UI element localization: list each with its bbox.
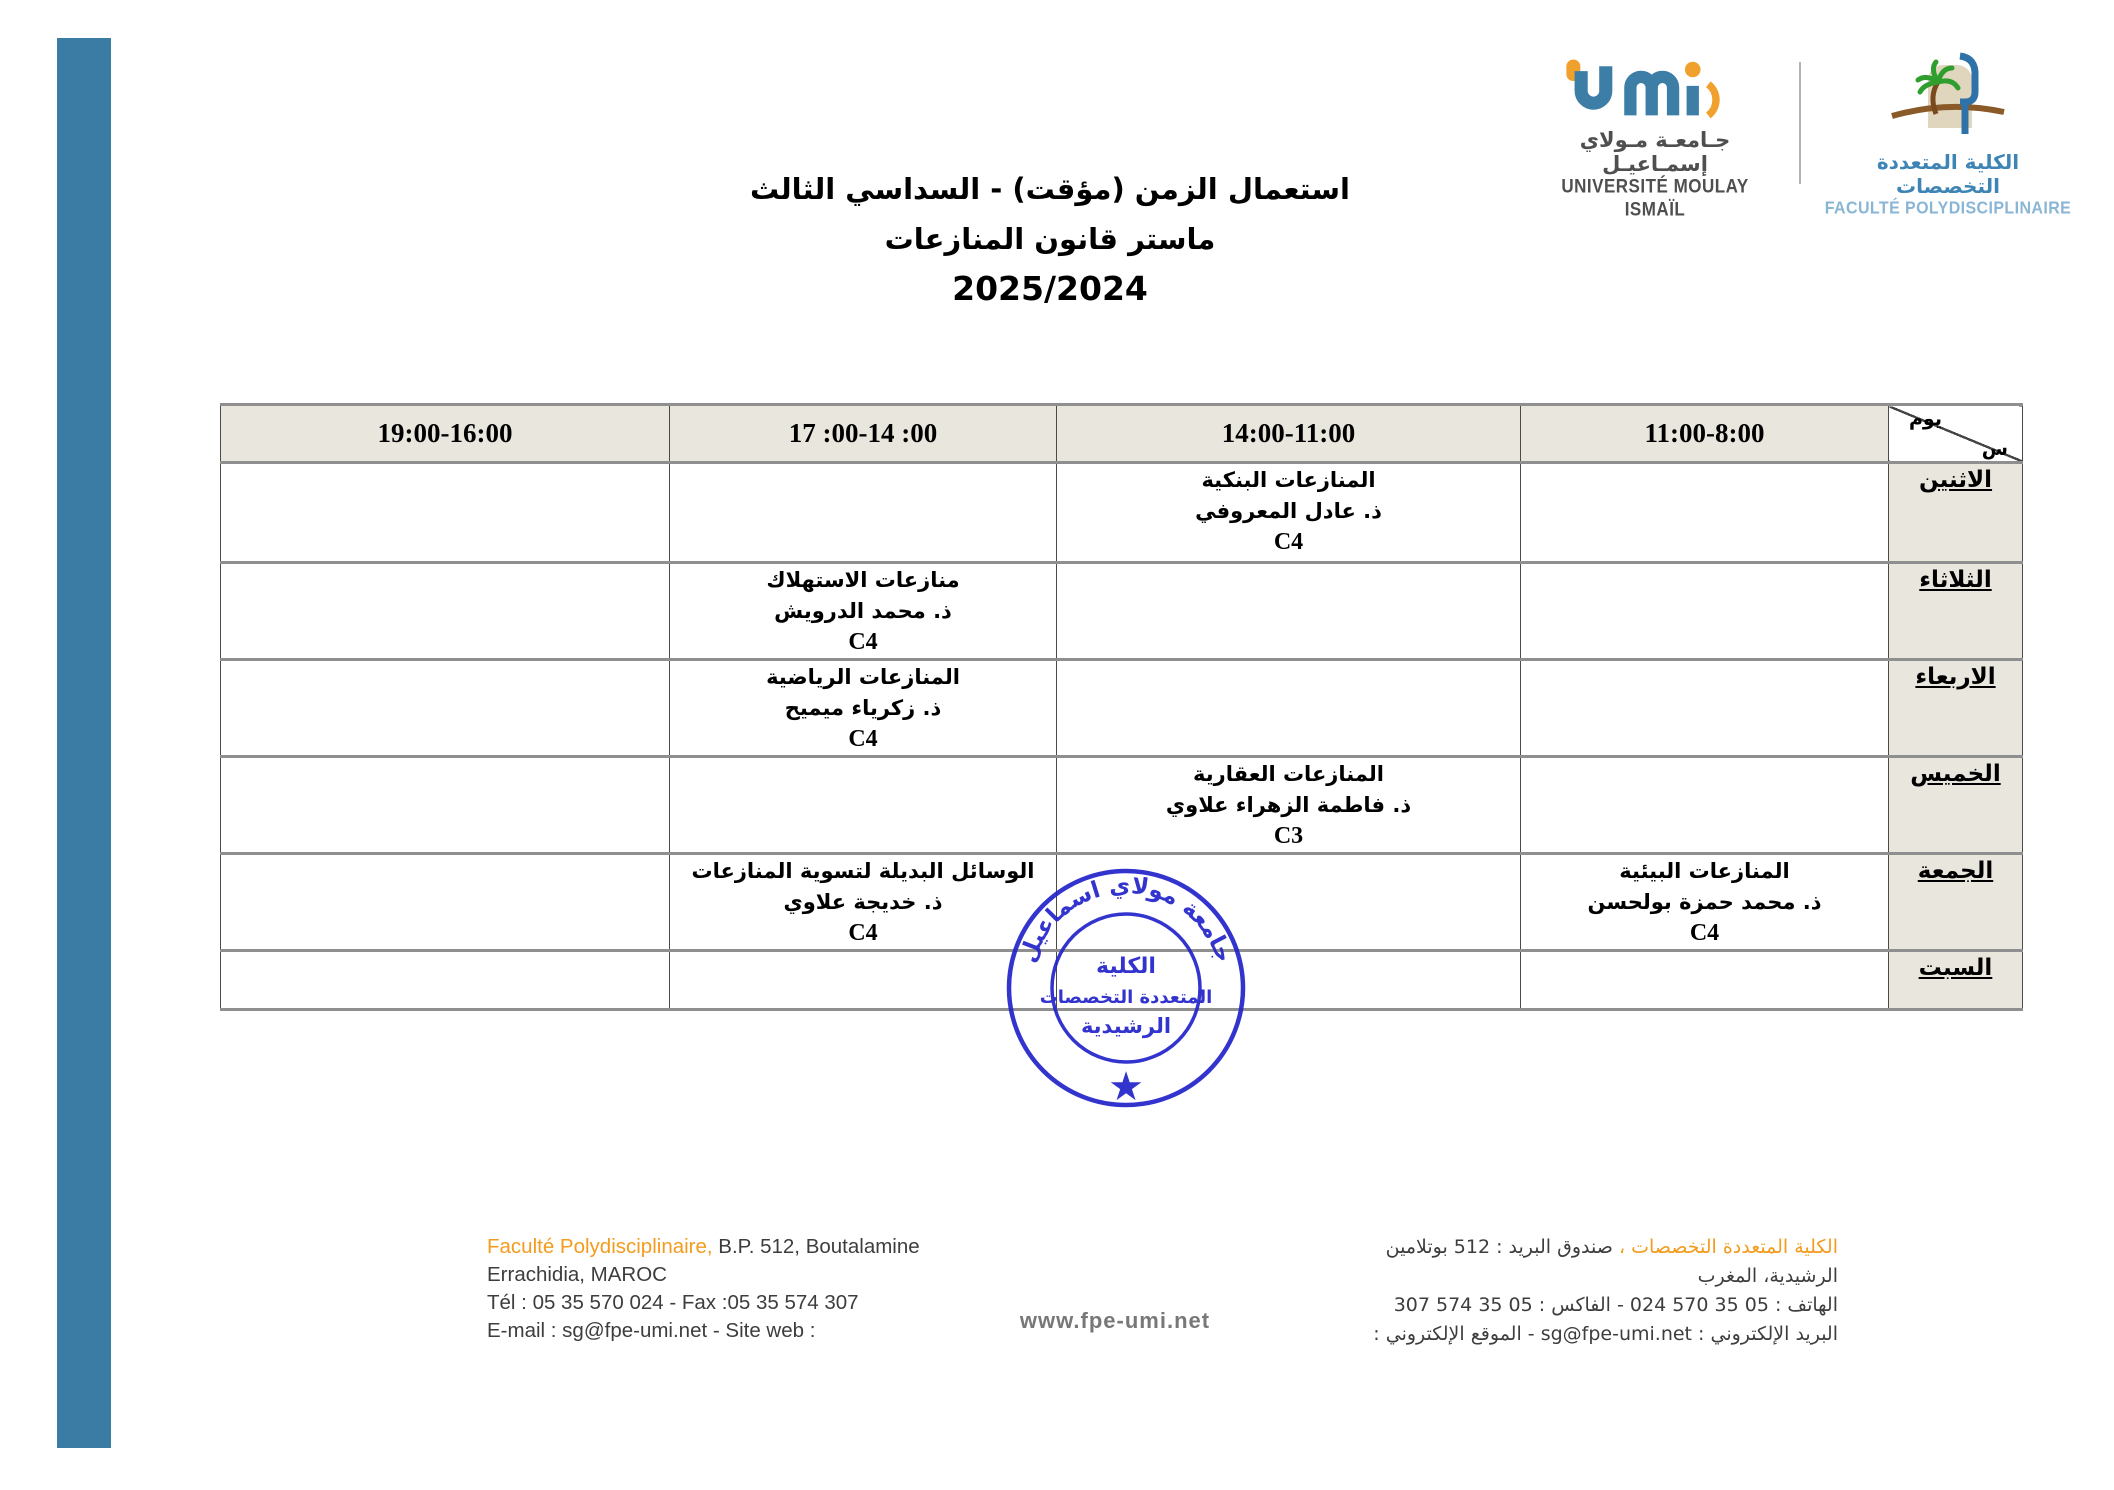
- corner-day-hour-cell: [1889, 405, 2023, 463]
- room-code: C4: [1273, 529, 1304, 555]
- slot-saturday-16-19: [221, 951, 670, 1010]
- teacher-name: ذ. خديجة علاوي: [783, 890, 943, 914]
- slot-thursday-14-17: [670, 757, 1057, 854]
- faculty-logo: [1822, 50, 2074, 218]
- footer-ar-line-4: البريد الإلكتروني : sg@fpe-umi.net - الموقع الإلكتروني :: [1373, 1323, 1838, 1345]
- slot-monday-8-11: [1521, 463, 1889, 563]
- slot-tuesday-14-17: [670, 563, 1057, 660]
- page-title: [640, 163, 1460, 315]
- slot-monday-11-14: [1057, 463, 1521, 563]
- footer-fr-line-1: [487, 1233, 920, 1261]
- stamp-line-2: المتعددة التخصصات: [1039, 987, 1213, 1008]
- course-name: المنازعات البنكية: [1201, 468, 1376, 492]
- slot-wednesday-16-19: [221, 660, 670, 757]
- day-label: الخميس: [1910, 761, 2001, 787]
- slot-monday-14-17: [670, 463, 1057, 563]
- teacher-name: ذ. محمد الدرويش: [774, 599, 952, 623]
- stamp-line-1: الكلية: [1096, 954, 1156, 979]
- corner-day-label: يوم: [1909, 408, 1942, 430]
- faculty-name-fr: Faculté Polydisciplinaire,: [487, 1235, 713, 1258]
- column-header-14-17: [670, 405, 1057, 463]
- slot-friday-16-19: [221, 854, 670, 951]
- course-name: المنازعات الرياضية: [766, 665, 960, 689]
- day-cell-wednesday: [1889, 660, 2023, 757]
- day-label: الاربعاء: [1915, 664, 1996, 690]
- room-code: C4: [848, 629, 878, 655]
- room-code: C3: [1273, 823, 1304, 849]
- time-range-label: 11:00-8:00: [1644, 418, 1765, 448]
- time-range-label: 14:00-11:00: [1221, 418, 1356, 448]
- column-header-11-14: [1057, 405, 1521, 463]
- room-code: C4: [848, 726, 878, 752]
- slot-saturday-11-14: [1057, 951, 1521, 1010]
- day-label: الثلاثاء: [1919, 567, 1992, 593]
- footer-fr-line-4: E-mail : sg@fpe-umi.net - Site web :: [487, 1319, 816, 1342]
- corner-hour-label: س: [1981, 438, 2008, 460]
- teacher-name: ذ. زكرياء ميميح: [784, 696, 942, 720]
- stamp-line-3: الرشيدية: [1080, 1014, 1172, 1038]
- slot-wednesday-11-14: [1057, 660, 1521, 757]
- day-cell-friday: [1889, 854, 2023, 951]
- time-range-label: 17 :00-14 :00: [788, 418, 938, 448]
- slot-saturday-14-17: [670, 951, 1057, 1010]
- column-header-16-19: [221, 405, 670, 463]
- title-line-2: ماستر قانون المنازعات: [884, 222, 1216, 256]
- row-wednesday: [221, 660, 2023, 757]
- faculty-logo-name-arabic: الكلية المتعددة التخصصات: [1876, 150, 2020, 198]
- stamp-ring-text: جامعة مولاي اسماعيل: [1014, 872, 1238, 966]
- slot-wednesday-14-17: [670, 660, 1057, 757]
- slot-thursday-16-19: [221, 757, 670, 854]
- day-cell-thursday: [1889, 757, 2023, 854]
- day-label: الجمعة: [1917, 858, 1994, 884]
- day-cell-saturday: [1889, 951, 2023, 1010]
- slot-wednesday-8-11: [1521, 660, 1889, 757]
- slot-thursday-8-11: [1521, 757, 1889, 854]
- row-tuesday: [221, 563, 2023, 660]
- course-name: منازعات الاستهلاك: [766, 568, 960, 592]
- slot-friday-14-17: [670, 854, 1057, 951]
- umi-logo-name-arabic: جـامعـة مـولاي إسمـاعيـل: [1579, 128, 1731, 176]
- faculty-logo-icon: [1888, 50, 2008, 146]
- title-line-1: استعمال الزمن (مؤقت) - السداسي الثالث: [750, 172, 1350, 206]
- course-name: الوسائل البديلة لتسوية المنازعات: [691, 859, 1035, 883]
- timetable: [220, 403, 2023, 1011]
- logo-divider: [1799, 62, 1801, 184]
- footer-ar-line-3: الهاتف : 05 35 570 024 - الفاكس : 05 35 574 307: [1393, 1294, 1838, 1316]
- teacher-name: ذ. محمد حمزة بولحسن: [1587, 890, 1822, 914]
- room-code: C4: [848, 920, 878, 946]
- row-saturday: [221, 951, 2023, 1010]
- faculty-logo-name-latin: FACULTÉ POLYDISCIPLINAIRE: [1824, 199, 2072, 218]
- day-label: الاثنين: [1918, 467, 1993, 493]
- room-code: C4: [1689, 920, 1720, 946]
- footer-contact-ar: [1373, 1233, 1838, 1349]
- slot-friday-8-11: [1521, 854, 1889, 951]
- footer-contact-fr: [487, 1233, 920, 1345]
- course-name: المنازعات العقارية: [1193, 762, 1384, 786]
- row-thursday: [221, 757, 2023, 854]
- slot-friday-11-14: [1057, 854, 1521, 951]
- footer-fr-line-2: Errachidia, MAROC: [487, 1263, 667, 1286]
- faculty-name-ar: الكلية المتعددة التخصصات ،: [1618, 1236, 1838, 1258]
- row-friday: [221, 854, 2023, 951]
- slot-tuesday-16-19: [221, 563, 670, 660]
- footer-ar-line-1: [1373, 1233, 1838, 1262]
- slot-tuesday-8-11: [1521, 563, 1889, 660]
- column-header-8-11: [1521, 405, 1889, 463]
- umi-logo-name-latin: UNIVERSITÉ MOULAY ISMAÏL: [1561, 175, 1749, 220]
- umi-logo: [1532, 58, 1778, 218]
- row-monday: [221, 463, 2023, 563]
- umi-logo-icon: [1555, 58, 1755, 122]
- stamp-star-icon: ★: [1108, 1064, 1144, 1110]
- timetable-header-row: [221, 405, 2023, 463]
- footer-ar-line-2: الرشيدية، المغرب: [1697, 1265, 1838, 1287]
- slot-saturday-8-11: [1521, 951, 1889, 1010]
- footer-fr-line-3: Tél : 05 35 570 024 - Fax :05 35 574 307: [487, 1291, 859, 1314]
- slot-tuesday-11-14: [1057, 563, 1521, 660]
- title-academic-year: 2025/2024: [952, 269, 1148, 308]
- course-name: المنازعات البيئية: [1619, 859, 1790, 883]
- teacher-name: ذ. عادل المعروفي: [1195, 499, 1382, 523]
- address-ar: صندوق البريد : 512 بوتلامين: [1385, 1236, 1619, 1258]
- day-cell-monday: [1889, 463, 2023, 563]
- left-accent-bar: [57, 38, 111, 1448]
- day-label: السبت: [1918, 955, 1993, 981]
- day-cell-tuesday: [1889, 563, 2023, 660]
- footer-website: www.fpe-umi.net: [1019, 1308, 1211, 1333]
- time-range-label: 19:00-16:00: [377, 418, 513, 448]
- address-fr: B.P. 512, Boutalamine: [712, 1235, 920, 1258]
- slot-thursday-11-14: [1057, 757, 1521, 854]
- teacher-name: ذ. فاطمة الزهراء علاوي: [1165, 793, 1412, 817]
- slot-monday-16-19: [221, 463, 670, 563]
